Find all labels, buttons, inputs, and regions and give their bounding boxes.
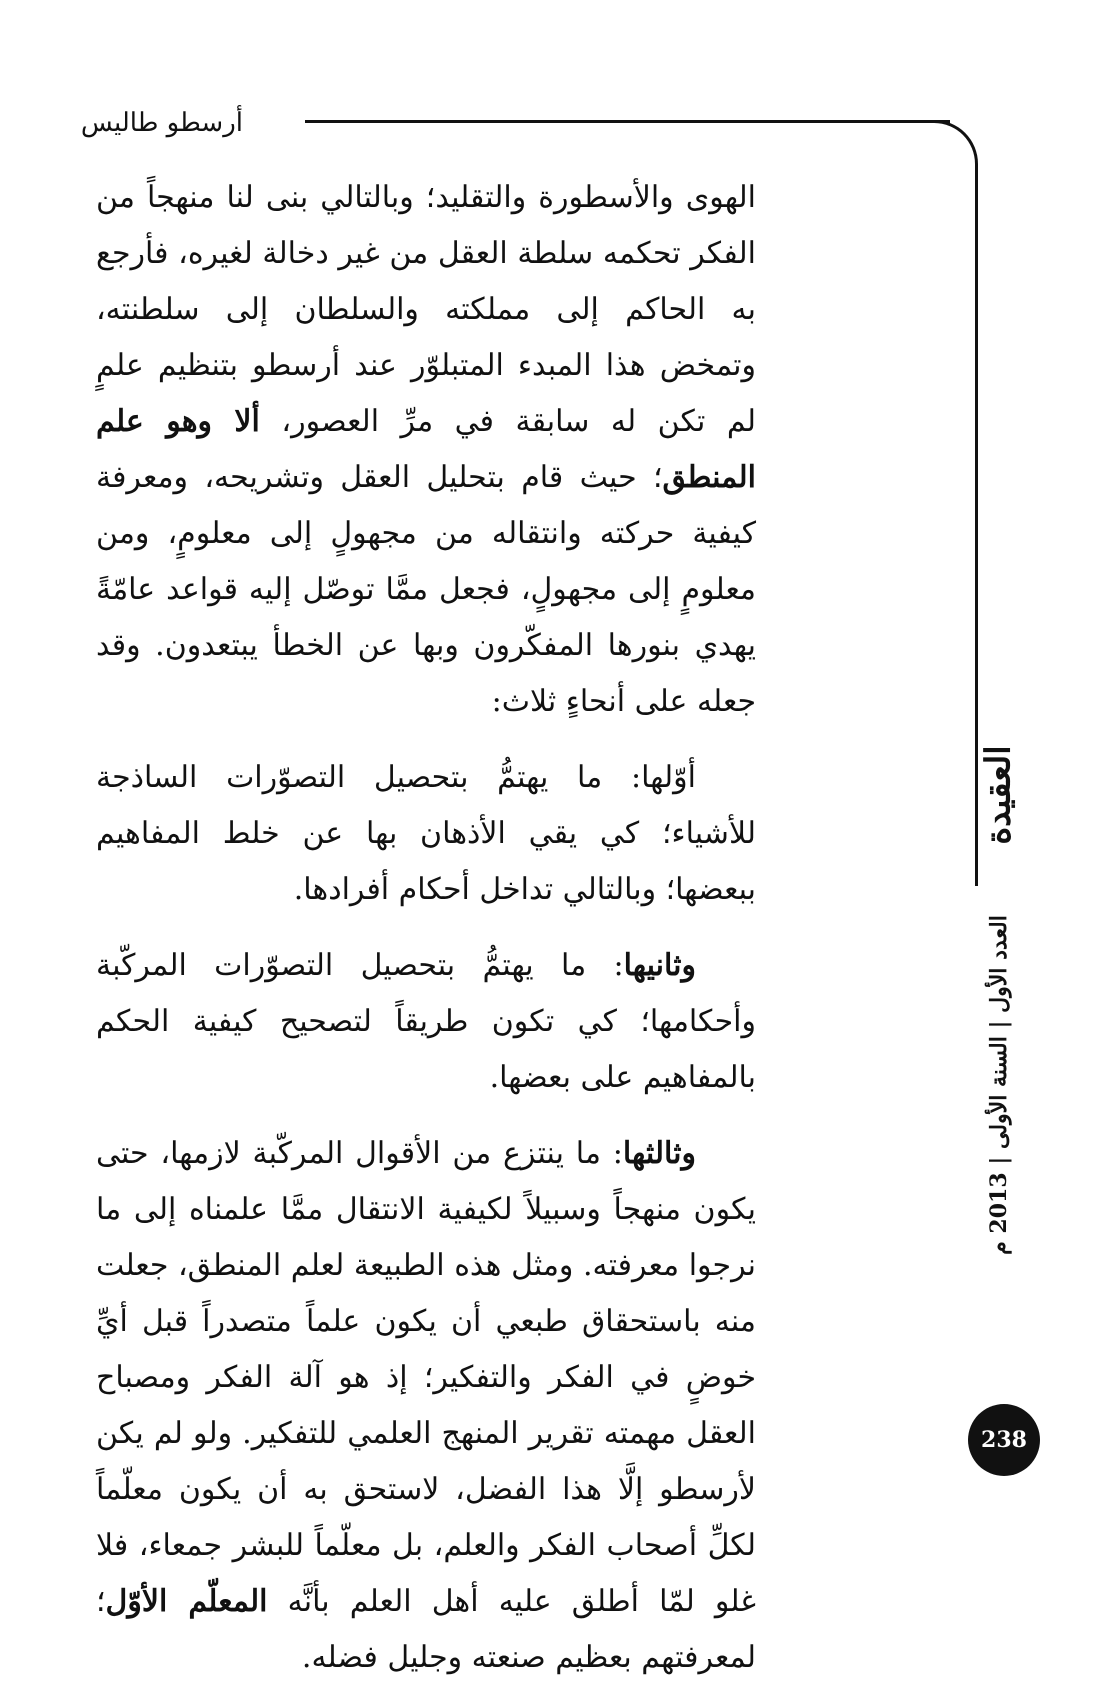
paragraph-4-bold: المعلّم الأوّل [105,1584,268,1619]
journal-title-text: العقيدة [979,745,1020,845]
running-header-title: أرسطو طاليس [80,108,243,138]
paragraph-3 [96,938,756,1106]
page-body [96,170,756,1686]
page-number: 238 [981,1427,1027,1453]
journal-title-vertical [978,715,1020,875]
paragraph-2 [96,750,756,918]
issue-info-vertical [978,915,1020,1255]
paragraph-3-text: : ما يهتمُّ بتحصيل التصوّرات المركّبة وأحكامها؛ كي تكون طريقاً لتصحيح كيفية الحكم بالمفاهيم على بعضها. [96,948,756,1095]
issue-info-text: العدد الأول | السنة الأولى | 2013 م [986,915,1012,1255]
header-rule [305,120,950,123]
paragraph-1-bold: ألا وهو علم المنطق [96,404,756,495]
paragraph-3-lead: وثانيها [623,948,696,983]
paragraph-1-text-c: ؛ حيث قام بتحليل العقل وتشريحه، ومعرفة كيفية حركته وانتقاله من مجهولٍ إلى معلومٍ، ومن معلومٍ إلى مجهولٍ، فجعل ممَّا توصّل إليه قواعد عامّةً يهدي بنورها المفكّرون وبها عن الخطأ يبتعدون. وقد جعله على أنحاءٍ ثلاث: [96,460,756,719]
paragraph-4-lead: وثالثها [622,1136,696,1171]
paragraph-4 [96,1126,756,1686]
paragraph-4-text-a: : ما ينتزع من الأقوال المركّبة لازمها، حتى يكون منهجاً وسبيلاً لكيفية الانتقال ممَّا علمناه إلى ما نرجوا معرفته. ومثل هذه الطبيعة لعلم المنطق، جعلت منه باستحقاق طبعي أن يكون علماً متصدراً قبل أيِّ خوضٍ في الفكر والتفكير؛ إذ هو آلة الفكر ومصباح العقل مهمته تقرير المنهج العلمي للتفكير. ولو لم يكن لأرسطو إلَّا هذا الفضل، لاستحق به أن يكون معلّماً لكلِّ أصحاب الفكر والعلم، بل معلّماً للبشر جمعاء، فلا غلو لمّا أطلق عليه أهل العلم بأنَّه [96,1136,756,1619]
paragraph-2-lead: أوّلها [641,760,696,795]
paragraph-1-text-a: الهوى والأسطورة والتقليد؛ وبالتالي بنى لنا منهجاً من الفكر تحكمه سلطة العقل من غير دخالة لغيره، فأرجع به الحاكم إلى مملكته والسلطان إلى سلطنته، وتمخض هذا المبدء المتبلوّر عند أرسطو بتنظيم علمٍ لم تكن له سابقة في مرِّ العصور، [96,180,757,439]
paragraph-4-text-c: ؛ لمعرفتهم بعظيم صنعته وجليل فضله. [96,1584,756,1675]
paragraph-2-text: : ما يهتمُّ بتحصيل التصوّرات الساذجة للأشياء؛ كي يقي الأذهان بها عن خلط المفاهيم ببعضها؛ وبالتالي تداخل أحكام أفرادها. [96,760,756,907]
frame-corner [900,120,978,200]
page-number-badge [968,1404,1040,1476]
paragraph-1 [96,170,756,730]
